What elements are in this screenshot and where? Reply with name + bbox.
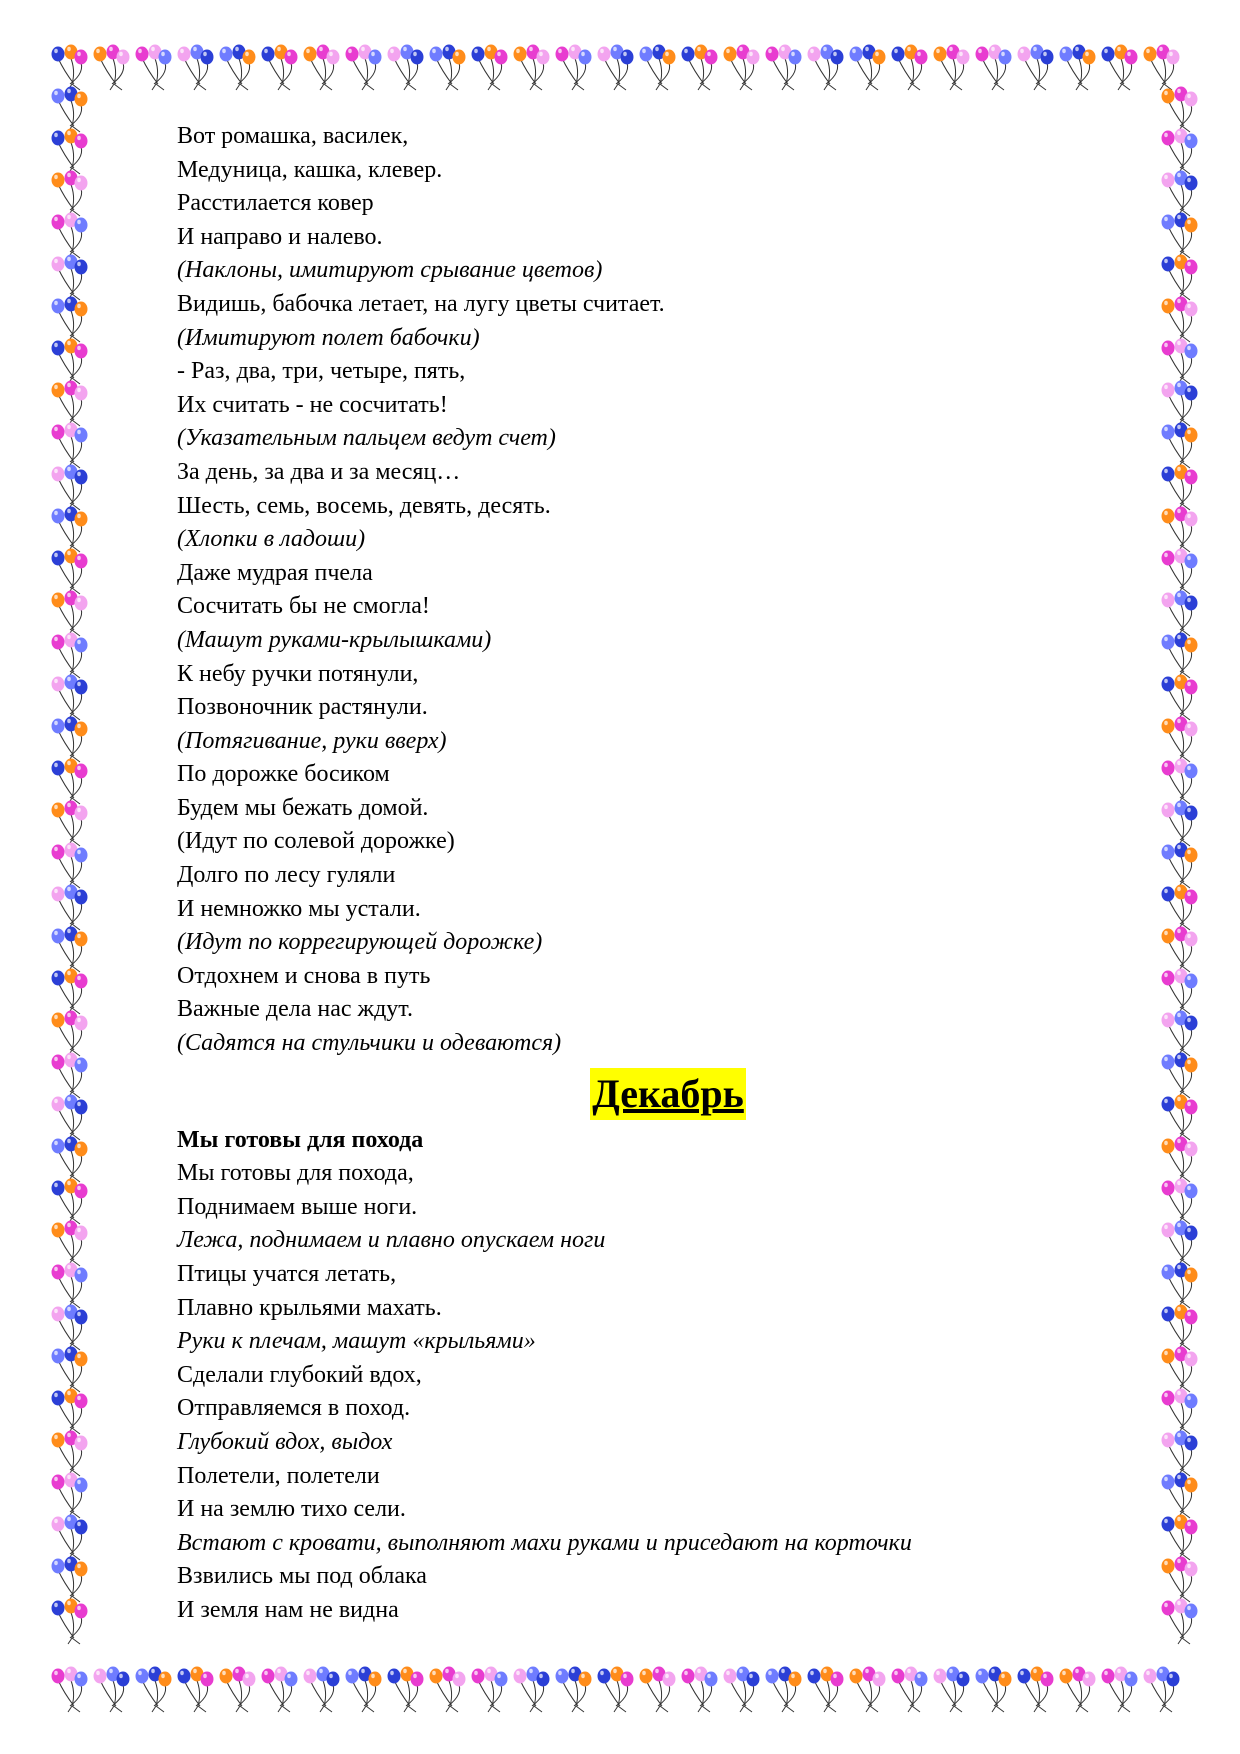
balloon-bunch-icon	[52, 1179, 88, 1225]
balloon-bunch-icon	[52, 1389, 88, 1435]
balloon-bunch-icon	[1162, 1599, 1198, 1645]
balloon-bunch-icon	[52, 255, 88, 301]
balloon-bunch-icon	[514, 45, 550, 91]
balloon-bunch-icon	[1162, 255, 1198, 301]
balloon-bunch-icon	[52, 1431, 88, 1477]
balloon-bunch-icon	[1162, 1137, 1198, 1183]
month-heading-row	[0, 1064, 1240, 1124]
balloon-bunch-icon	[52, 129, 88, 175]
balloon-bunch-icon	[1018, 1667, 1054, 1713]
balloon-bunch-icon	[1162, 423, 1198, 469]
balloon-bunch-icon	[52, 381, 88, 427]
balloon-bunch-icon	[1162, 381, 1198, 427]
poem-verse-line: Полетели, полетели	[177, 1462, 380, 1489]
balloon-bunch-icon	[52, 87, 88, 133]
balloon-bunch-icon	[640, 45, 676, 91]
balloon-bunch-icon	[1162, 1305, 1198, 1351]
balloon-bunch-icon	[1162, 1011, 1198, 1057]
balloon-bunch-icon	[52, 1473, 88, 1519]
poem-section-summer	[177, 120, 1117, 1061]
poem-stage-direction: Встают с кровати, выполняют махи руками и приседают на корточки	[177, 1529, 912, 1556]
balloon-bunch-icon	[598, 1667, 634, 1713]
balloon-bunch-icon	[1162, 171, 1198, 217]
poem-verse-line: Сосчитать бы не смогла!	[177, 593, 430, 620]
balloon-bunch-icon	[976, 1667, 1012, 1713]
poem-section-december	[177, 1124, 1117, 1628]
poem-verse-line: Взвились мы под облака	[177, 1563, 427, 1590]
balloon-bunch-icon	[850, 1667, 886, 1713]
balloon-bunch-icon	[52, 1305, 88, 1351]
balloon-bunch-icon	[514, 1667, 550, 1713]
poem-stage-direction: (Садятся на стульчики и одеваются)	[177, 1030, 562, 1057]
balloon-bunch-icon	[52, 297, 88, 343]
balloon-bunch-icon	[472, 45, 508, 91]
poem-verse-line: Мы готовы для похода,	[177, 1160, 414, 1187]
balloon-bunch-icon	[262, 45, 298, 91]
balloon-bunch-icon	[976, 45, 1012, 91]
balloon-bunch-icon	[52, 1515, 88, 1561]
balloon-bunch-icon	[1162, 717, 1198, 763]
poem-stage-direction: (Машут руками-крылышками)	[177, 626, 492, 653]
balloon-bunch-icon	[1144, 1667, 1180, 1713]
balloon-bunch-icon	[556, 45, 592, 91]
balloon-bunch-icon	[52, 591, 88, 637]
balloon-bunch-icon	[1162, 801, 1198, 847]
poem-verse-line: К небу ручки потянули,	[177, 660, 419, 687]
balloon-bunch-icon	[52, 1221, 88, 1267]
poem-verse-line: Важные дела нас ждут.	[177, 996, 413, 1023]
balloon-bunch-icon	[52, 213, 88, 259]
poem-stage-direction: Глубокий вдох, выдох	[177, 1428, 393, 1455]
balloon-bunch-icon	[52, 675, 88, 721]
poem-verse-line: Отдохнем и снова в путь	[177, 962, 431, 989]
balloon-bunch-icon	[1162, 1557, 1198, 1603]
balloon-bunch-icon	[94, 1667, 130, 1713]
balloon-bunch-icon	[52, 171, 88, 217]
poem-verse-line: Вот ромашка, василек,	[177, 123, 409, 149]
balloon-bunch-icon	[136, 1667, 172, 1713]
balloon-bunch-icon	[52, 45, 88, 91]
balloon-bunch-icon	[1162, 507, 1198, 553]
balloon-bunch-icon	[52, 633, 88, 679]
balloon-bunch-icon	[640, 1667, 676, 1713]
balloon-bunch-icon	[556, 1667, 592, 1713]
poem-verse-line: И немножко мы устали.	[177, 895, 421, 922]
balloon-bunch-icon	[52, 1667, 88, 1713]
poem-verse-line: Будем мы бежать домой.	[177, 794, 429, 821]
balloon-bunch-icon	[1162, 1221, 1198, 1267]
poem-stage-direction: (Имитируют полет бабочки)	[177, 324, 480, 351]
balloon-bunch-icon	[724, 45, 760, 91]
balloon-bunch-icon	[1162, 759, 1198, 805]
balloon-bunch-icon	[52, 801, 88, 847]
poem-stage-direction: (Наклоны, имитируют срывание цветов)	[177, 257, 603, 284]
balloon-bunch-icon	[52, 1557, 88, 1603]
poem-verse-line: Даже мудрая пчела	[177, 559, 373, 586]
poem-verse-line: (Идут по солевой дорожке)	[177, 828, 455, 855]
balloon-bunch-icon	[52, 885, 88, 931]
poem-verse-line: Шесть, семь, восемь, девять, десять.	[177, 492, 551, 519]
balloon-bunch-icon	[304, 45, 340, 91]
balloon-bunch-icon	[1162, 1515, 1198, 1561]
balloon-bunch-icon	[52, 1347, 88, 1393]
poem-verse-line: Сделали глубокий вдох,	[177, 1361, 422, 1388]
balloon-bunch-icon	[1162, 1431, 1198, 1477]
balloon-bunch-icon	[1162, 843, 1198, 889]
poem-verse-line: - Раз, два, три, четыре, пять,	[177, 358, 466, 385]
balloon-bunch-icon	[136, 45, 172, 91]
poem-verse-line: Их считать - не сосчитать!	[177, 391, 448, 418]
poem-verse-line: И земля нам не видна	[177, 1596, 399, 1623]
balloon-bunch-icon	[220, 45, 256, 91]
balloon-bunch-icon	[52, 507, 88, 553]
poem-verse-line: Долго по лесу гуляли	[177, 862, 396, 889]
balloon-bunch-icon	[1162, 1263, 1198, 1309]
balloon-bunch-icon	[52, 969, 88, 1015]
balloon-bunch-icon	[1060, 1667, 1096, 1713]
balloon-bunch-icon	[1162, 1347, 1198, 1393]
poem-verse-line: Поднимаем выше ноги.	[177, 1193, 418, 1220]
balloon-bunch-icon	[808, 45, 844, 91]
balloon-bunch-icon	[304, 1667, 340, 1713]
balloon-bunch-icon	[1162, 1473, 1198, 1519]
balloon-bunch-icon	[52, 717, 88, 763]
balloon-bunch-icon	[1162, 297, 1198, 343]
balloon-bunch-icon	[52, 843, 88, 889]
balloon-bunch-icon	[472, 1667, 508, 1713]
balloon-bunch-icon	[430, 1667, 466, 1713]
balloon-bunch-icon	[1162, 1389, 1198, 1435]
balloon-bunch-icon	[892, 1667, 928, 1713]
balloon-bunch-icon	[52, 465, 88, 511]
balloon-bunch-icon	[52, 927, 88, 973]
balloon-bunch-icon	[52, 339, 88, 385]
balloon-bunch-icon	[1018, 45, 1054, 91]
balloon-bunch-icon	[1162, 927, 1198, 973]
balloon-bunch-icon	[52, 549, 88, 595]
poem-verse-line: По дорожке босиком	[177, 761, 390, 788]
poem-verse-line: Позвоночник растянули.	[177, 694, 428, 721]
balloon-bunch-icon	[1102, 45, 1138, 91]
balloon-bunch-icon	[1162, 591, 1198, 637]
balloon-bunch-icon	[1162, 885, 1198, 931]
balloon-bunch-icon	[1144, 45, 1180, 91]
balloon-bunch-icon	[1162, 633, 1198, 679]
balloon-bunch-icon	[766, 1667, 802, 1713]
balloon-bunch-icon	[52, 1011, 88, 1057]
poem-verse-line: Видишь, бабочка летает, на лугу цветы считает.	[177, 290, 665, 317]
poem-verse-line: Расстилается ковер	[177, 190, 374, 217]
balloon-bunch-icon	[1162, 87, 1198, 133]
balloon-bunch-icon	[850, 45, 886, 91]
poem-verse-line: Медуница, кашка, клевер.	[177, 156, 443, 183]
balloon-bunch-icon	[934, 1667, 970, 1713]
balloon-bunch-icon	[1162, 549, 1198, 595]
poem-verse-line: И направо и налево.	[177, 223, 383, 250]
balloon-bunch-icon	[52, 423, 88, 469]
balloon-bunch-icon	[1162, 213, 1198, 259]
balloon-bunch-icon	[1162, 675, 1198, 721]
balloon-bunch-icon	[724, 1667, 760, 1713]
balloon-bunch-icon	[388, 45, 424, 91]
balloon-bunch-icon	[430, 45, 466, 91]
poem-stage-direction: (Идут по коррегирующей дорожке)	[177, 929, 543, 956]
balloon-bunch-icon	[94, 45, 130, 91]
poem-verse-line: Птицы учатся летать,	[177, 1261, 397, 1287]
month-heading: Декабрь	[590, 1068, 746, 1120]
balloon-bunch-icon	[52, 1599, 88, 1645]
balloon-bunch-icon	[682, 1667, 718, 1713]
poem-title: Мы готовы для похода	[177, 1126, 424, 1153]
balloon-bunch-icon	[178, 1667, 214, 1713]
balloon-bunch-icon	[1162, 129, 1198, 175]
balloon-bunch-icon	[1162, 465, 1198, 511]
poem-stage-direction: (Указательным пальцем ведут счет)	[177, 425, 556, 452]
balloon-bunch-icon	[1162, 969, 1198, 1015]
document-body	[177, 120, 1117, 1628]
balloon-bunch-icon	[388, 1667, 424, 1713]
balloon-bunch-icon	[1162, 339, 1198, 385]
poem-verse-line: Плавно крыльями махать.	[177, 1294, 442, 1321]
balloon-bunch-icon	[52, 1137, 88, 1183]
balloon-bunch-icon	[892, 45, 928, 91]
poem-verse-line: За день, за два и за месяц…	[177, 458, 461, 485]
balloon-bunch-icon	[934, 45, 970, 91]
poem-verse-line: Отправляемся в поход.	[177, 1395, 411, 1422]
balloon-bunch-icon	[1102, 1667, 1138, 1713]
balloon-bunch-icon	[766, 45, 802, 91]
poem-stage-direction: (Хлопки в ладоши)	[177, 526, 366, 553]
balloon-bunch-icon	[598, 45, 634, 91]
poem-verse-line: И на землю тихо сели.	[177, 1496, 406, 1523]
balloon-bunch-icon	[220, 1667, 256, 1713]
balloon-bunch-icon	[52, 759, 88, 805]
balloon-bunch-icon	[1060, 45, 1096, 91]
balloon-bunch-icon	[808, 1667, 844, 1713]
poem-stage-direction: (Потягивание, руки вверх)	[177, 727, 447, 754]
poem-stage-direction: Лежа, поднимаем и плавно опускаем ноги	[177, 1227, 606, 1254]
poem-stage-direction: Руки к плечам, машут «крыльями»	[177, 1328, 536, 1355]
balloon-bunch-icon	[346, 45, 382, 91]
balloon-bunch-icon	[178, 45, 214, 91]
balloon-bunch-icon	[346, 1667, 382, 1713]
balloon-bunch-icon	[682, 45, 718, 91]
balloon-bunch-icon	[262, 1667, 298, 1713]
balloon-bunch-icon	[52, 1263, 88, 1309]
balloon-bunch-icon	[1162, 1179, 1198, 1225]
